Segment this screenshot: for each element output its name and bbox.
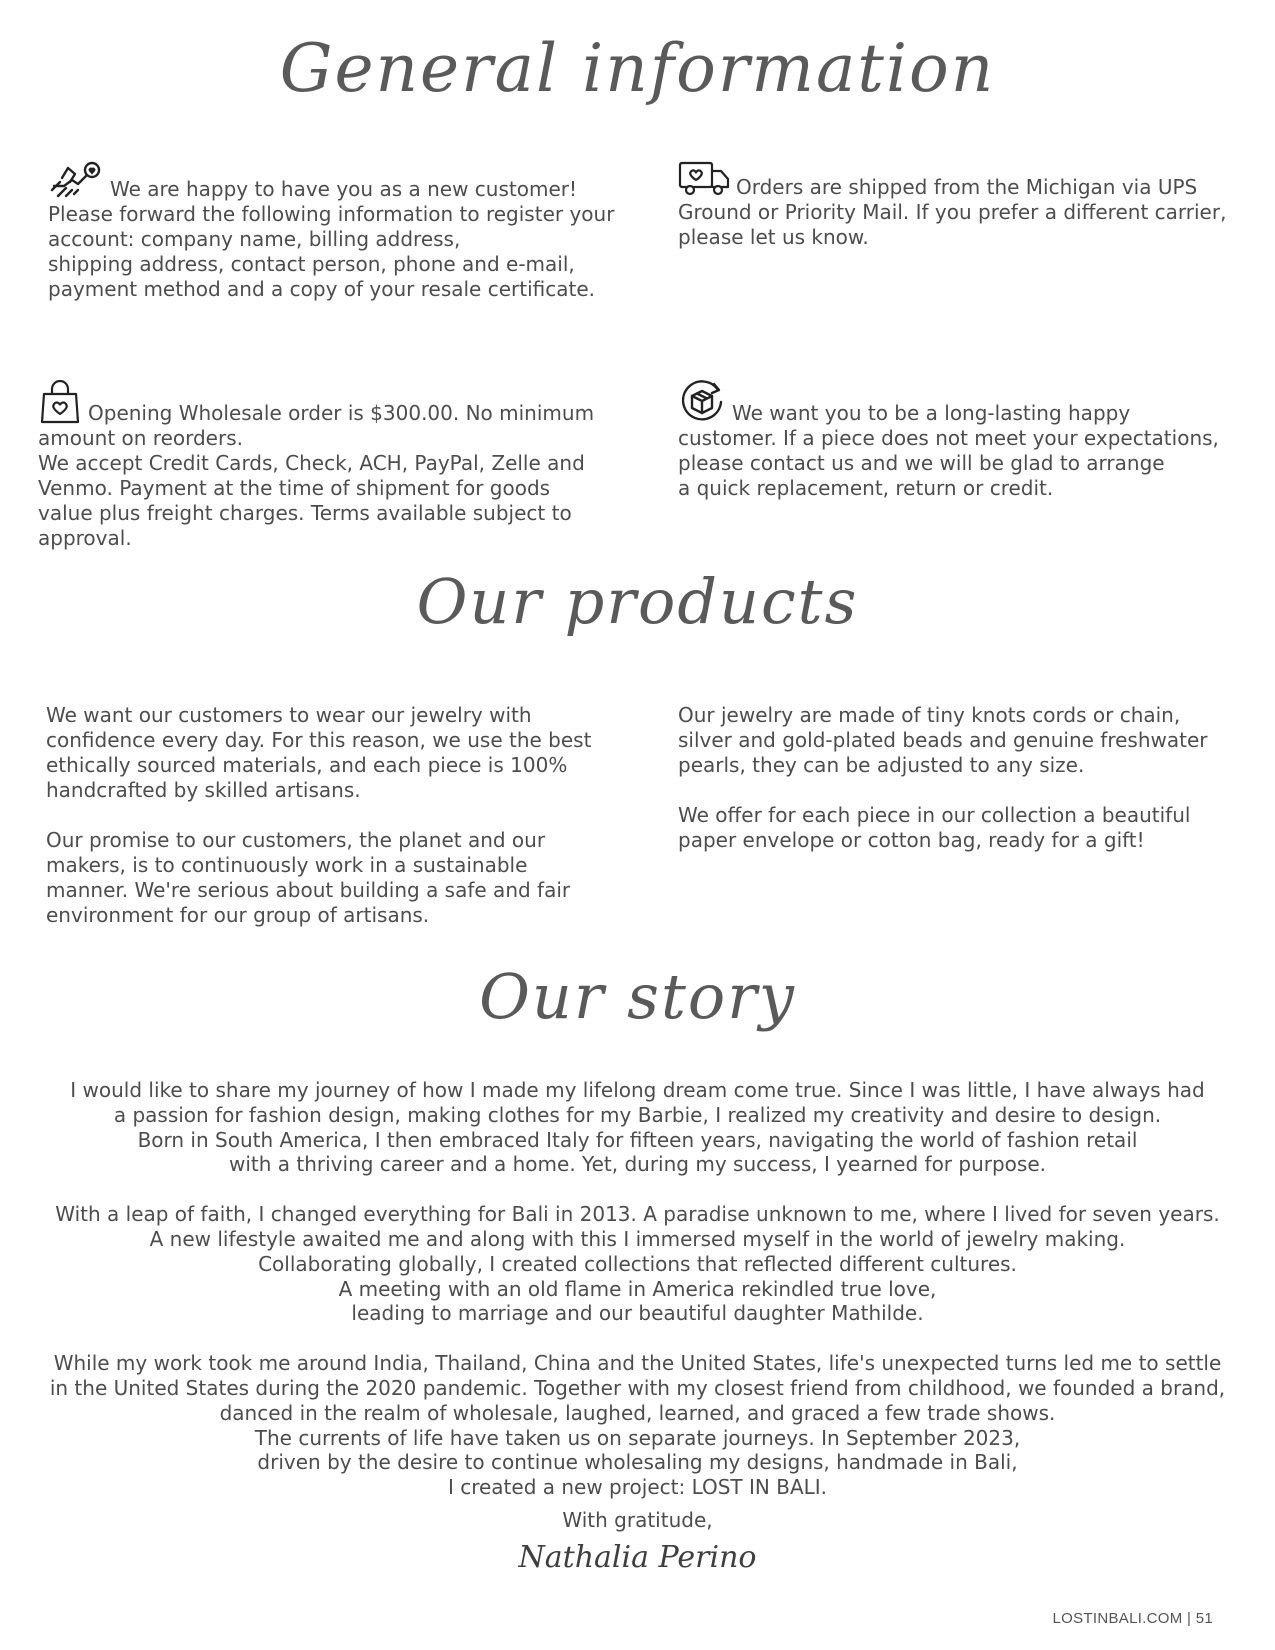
closing-text: With gratitude, (562, 1508, 713, 1532)
box-return-icon (678, 380, 726, 424)
shipping-info: Orders are shipped from the Michigan via UPS Ground or Priority Mail. If you prefer a different carrier, please let us know. (678, 160, 1238, 250)
returns-info: We want you to be a long-lasting happy customer. If a piece does not meet your expectations, please contact us and we will be glad to arrange a quick replacement, return or credit. (678, 380, 1238, 501)
our-story-title: Our story (479, 960, 796, 1033)
page-footer[interactable]: LOSTINBALI.COM | 51 (1052, 1610, 1213, 1627)
shopping-bag-icon (38, 380, 82, 424)
our-products-title: Our products (416, 565, 859, 638)
products-right-column: Our jewelry are made of tiny knots cords or chain, silver and gold-plated beads and genuine freshwater pearls, they can be adjusted to any size. We offer for each piece in our collection a beautiful paper envelope or cotton bag, ready for a gift! (678, 703, 1208, 852)
wholesale-order-info: Opening Wholesale order is $300.00. No minimum amount on reorders. We accept Credit Cards, Check, ACH, PayPal, Zelle and Venmo. Payment at the time of shipment for goods value plus freight charges. Terms available subject to approval. (38, 380, 628, 551)
our-story-text: I would like to share my journey of how I made my lifelong dream come true. Since I was little, I have always had a passion for fashion design, making clothes for my Barbie, I realized my creativity and desire to design. Born in South America, I then embraced Italy for fifteen years, navigating the world of fashion retail with a thriving career and a home. Yet, during my success, I yearned for purpose. With a leap of faith, I changed everything for Bali in 2013. A paradise unknown to me, where I lived for seven years. A new lifestyle awaited me and along with this I immersed myself in the world of jewelry making. Collaborating globally, I created collections that reflected different cultures. A meeting with an old flame in America rekindled true love, leading to marriage and our beautiful daughter Mathilde. While my work took me around India, Thailand, China and the United States, life's unexpected turns led me to settle in the United States during the 2020 pandemic. Together with my closest friend from childhood, we founded a brand, danced in the realm of wholesale, laughed, learned, and graced a few trade shows. The currents of life have taken us on separate journeys. In September 2023, driven by the desire to continue wholesaling my designs, handmade in Bali, I created a new project: LOST IN BALI. (49, 1078, 1226, 1500)
handshake-icon (48, 160, 104, 200)
delivery-truck-icon (678, 160, 730, 198)
signature: Nathalia Perino (518, 1540, 757, 1575)
new-customer-info: We are happy to have you as a new customer! Please forward the following information to register your account: company name, billing address, shipping address, contact person, phone and e-mail, payment method and a copy of your resale certificate. (48, 160, 628, 302)
products-left-column: We want our customers to wear our jewelry with confidence every day. For this reason, we use the best ethically sourced materials, and each piece is 100% handcrafted by skilled artisans. Our promise to our customers, the planet and our makers, is to continuously work in a sustainable manner. We're serious about building a safe and fair environment for our group of artisans. (46, 703, 592, 927)
general-information-title: General information (279, 30, 996, 107)
